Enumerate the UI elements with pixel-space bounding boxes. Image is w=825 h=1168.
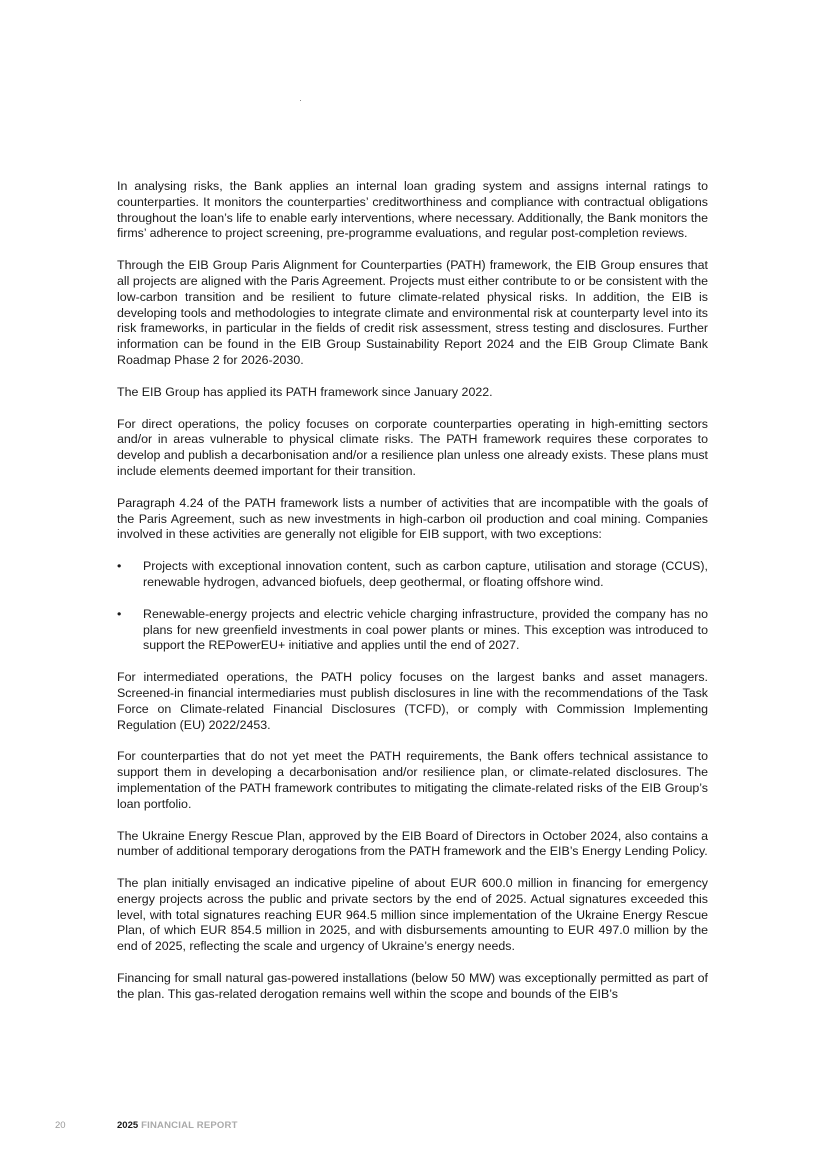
report-year: 2025 (117, 1120, 139, 1131)
paragraph-path-framework: Through the EIB Group Paris Alignment for Counterparties (PATH) framework, the EIB Group ensures that all projects are aligned with the Paris Agreement. Projects must either contribute to or be consistent with the low-carbon transition and be resilient to future climate-related physical risks. In addition, the EIB is developing tools and methodologies to integrate climate and environmental risk at counterparty level into its risk frameworks, in particular in the fields of credit risk assessment, stress testing and disclosures. Further information can be found in the EIB Group Sustainability Report 2024 and the EIB Group Climate Bank Roadmap Phase 2 for 2026-2030. (117, 258, 708, 367)
paragraph-risk-analysis: In analysing risks, the Bank applies an internal loan grading system and assigns internal ratings to counterparties. It monitors the counterparties’ creditworthiness and compliance with contractual obligations throughout the loan’s life to enable early interventions, where necessary. Additionally, the Bank monitors the firms’ adherence to project screening, pre-programme evaluations, and regular post-completion reviews. (117, 179, 708, 241)
list-item-text: Projects with exceptional innovation content, such as carbon capture, utilisation and storage (CCUS), renewable hydrogen, advanced biofuels, deep geothermal, or floating offshore wind. (143, 559, 708, 589)
list-item-text: Renewable-energy projects and electric vehicle charging infrastructure, provided the company has no plans for new greenfield investments in coal power plants or mines. This exception was introduced to support the REPowerEU+ initiative and applies until the end of 2027. (143, 606, 708, 653)
report-title: FINANCIAL REPORT (141, 1120, 238, 1131)
bullet-icon: • (117, 606, 122, 621)
exceptions-list (117, 559, 708, 654)
bullet-icon: • (117, 559, 122, 574)
paragraph-direct-operations: For direct operations, the policy focuses on corporate counterparties operating in high-emitting sectors and/or in areas vulnerable to physical climate risks. The PATH framework requires these corporates to develop and publish a decarbonisation and/or a resilience plan unless one already exists. These plans must include elements deemed important for their transition. (117, 416, 708, 478)
paragraph-incompatible-activities: Paragraph 4.24 of the PATH framework lists a number of activities that are incompatible with the goals of the Paris Agreement, such as new investments in high-carbon oil production and coal mining. Companies involved in these activities are generally not eligible for EIB support, with two exceptions: (117, 495, 708, 542)
paragraph-technical-assistance: For counterparties that do not yet meet the PATH requirements, the Bank offers technical assistance to support them in developing a decarbonisation and/or resilience plan, or climate-related disclosures. The implementation of the PATH framework contributes to mitigating the climate-related risks of the EIB Group’s loan portfolio. (117, 749, 708, 811)
stray-mark (300, 100, 301, 101)
paragraph-gas-derogation: Financing for small natural gas-powered installations (below 50 MW) was exceptionally permitted as part of the plan. This gas-related derogation remains well within the scope and bounds of the EIB’s (117, 971, 708, 1001)
body-text (117, 179, 708, 1019)
paragraph-path-since: The EIB Group has applied its PATH framework since January 2022. (117, 384, 493, 399)
paragraph-pipeline: The plan initially envisaged an indicative pipeline of about EUR 600.0 million in financing for emergency energy projects across the public and private sectors by the end of 2025. Actual signatures exceeded this level, with total signatures reaching EUR 964.5 million since implementation of the Ukraine Energy Rescue Plan, of which EUR 854.5 million in 2025, and with disbursements amounting to EUR 497.0 million by the end of 2025, reflecting the scale and urgency of Ukraine’s energy needs. (117, 876, 708, 954)
page-number: 20 (55, 1120, 66, 1131)
page-footer (55, 1120, 238, 1131)
paragraph-intermediated-operations: For intermediated operations, the PATH policy focuses on the largest banks and asset managers. Screened-in financial intermediaries must publish disclosures in line with the recommendations of the Task Force on Climate-related Financial Disclosures (TCFD), or comply with Commission Implementing Regulation (EU) 2022/2453. (117, 670, 708, 732)
paragraph-ukraine-plan: The Ukraine Energy Rescue Plan, approved by the EIB Board of Directors in October 2024, also contains a number of additional temporary derogations from the PATH framework and the EIB’s Energy Lending Policy. (117, 828, 708, 859)
list-item (117, 559, 708, 591)
list-item (117, 607, 708, 654)
